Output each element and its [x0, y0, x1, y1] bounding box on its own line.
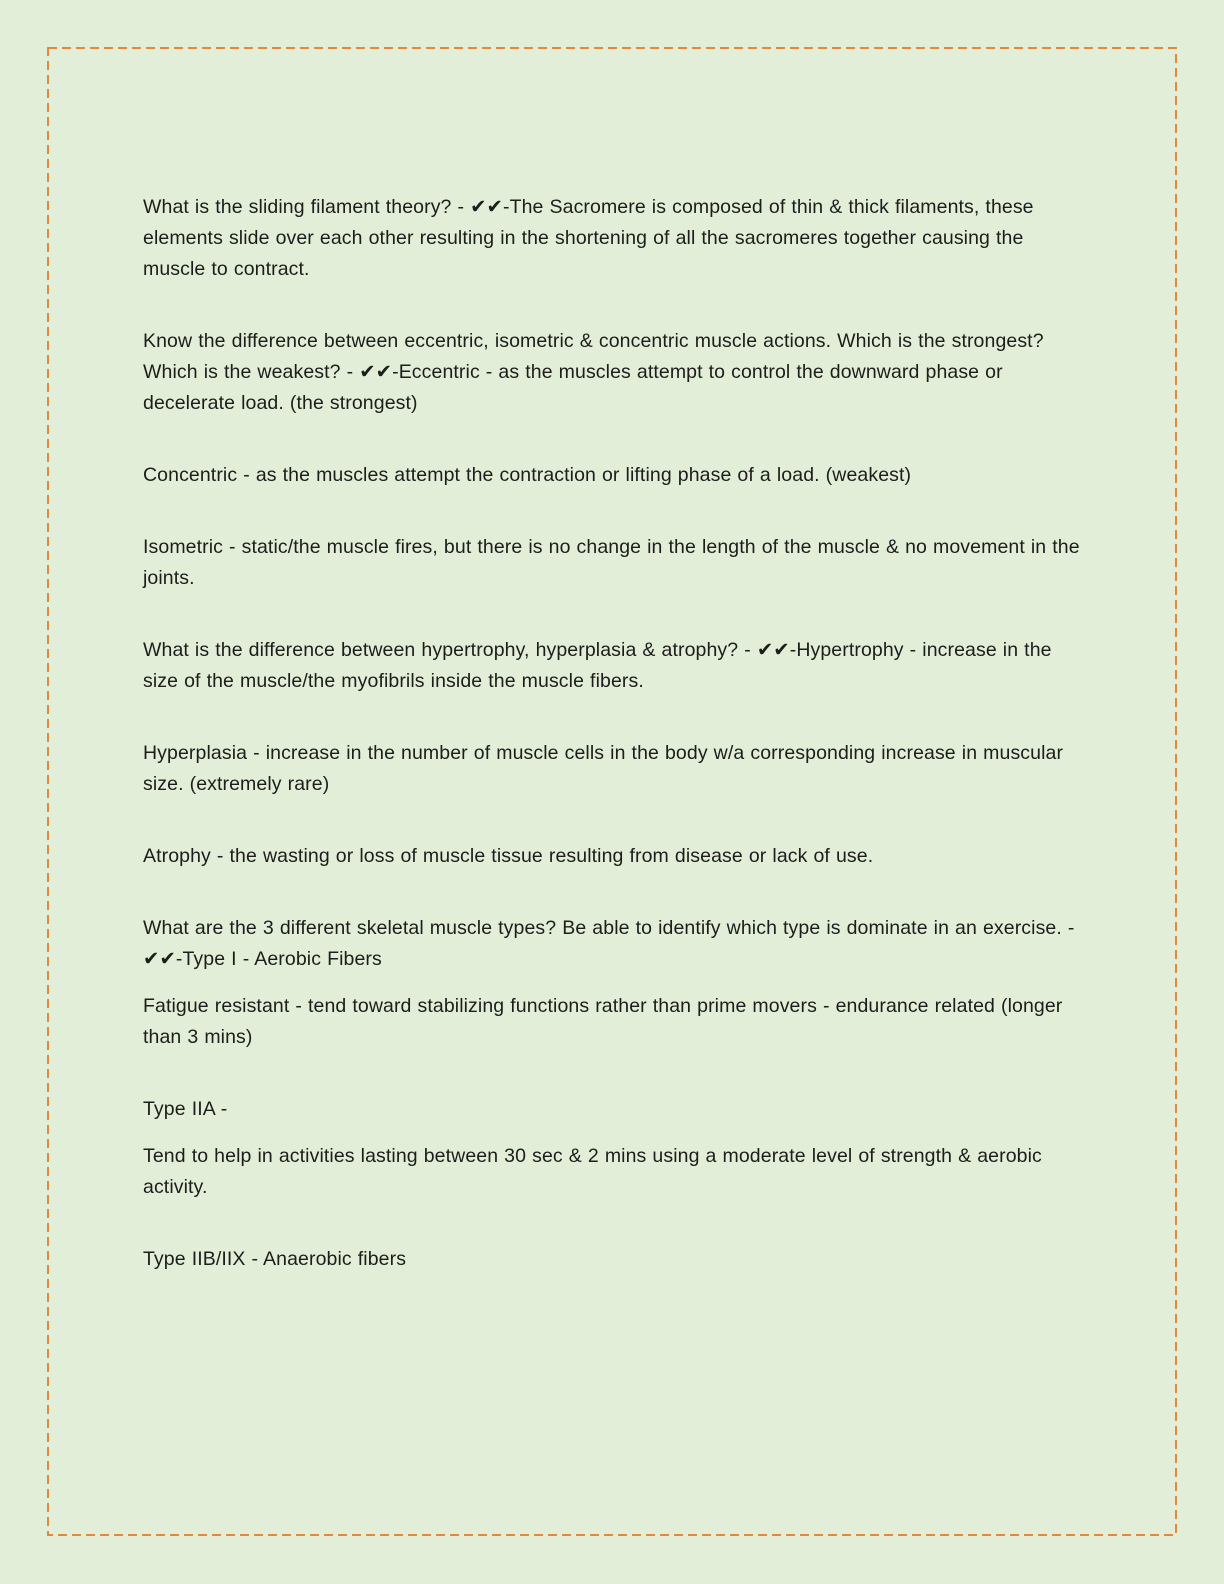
qa-section: [143, 738, 1081, 800]
paragraph: What is the sliding filament theory? - ✔✔-The Sacromere is composed of thin & thick filaments, these elements slide over each other resulting in the shortening of all the sacromeres together causing the muscle to contract.: [143, 196, 1034, 280]
paragraph: Concentric - as the muscles attempt the contraction or lifting phase of a load. (weakest): [143, 464, 912, 486]
paragraph: Fatigue resistant - tend toward stabilizing functions rather than prime movers - endurance related (longer than 3 mins): [143, 995, 1063, 1048]
qa-section: [143, 1094, 1081, 1203]
paragraph: Tend to help in activities lasting between 30 sec & 2 mins using a moderate level of strength & aerobic activity.: [143, 1145, 1042, 1198]
qa-section: [143, 532, 1081, 594]
qa-section: [143, 460, 1081, 491]
document-body: [143, 192, 1081, 1316]
paragraph: Hyperplasia - increase in the number of muscle cells in the body w/a corresponding increase in muscular size. (extremely rare): [143, 742, 1064, 795]
qa-section: [143, 192, 1081, 285]
paragraph: Know the difference between eccentric, isometric & concentric muscle actions. Which is the strongest? Which is the weakest? - ✔✔-Eccentric - as the muscles attempt to control the downward phase or decelerate load. (the strongest): [143, 330, 1044, 414]
paragraph: Type IIB/IIX - Anaerobic fibers: [143, 1248, 407, 1270]
paragraph: What are the 3 different skeletal muscle types? Be able to identify which type is dominate in an exercise. - ✔✔-Type I - Aerobic Fibers: [143, 917, 1075, 970]
qa-section: [143, 841, 1081, 872]
qa-section: [143, 1244, 1081, 1275]
qa-section: [143, 635, 1081, 697]
qa-section: [143, 326, 1081, 419]
qa-section: [143, 913, 1081, 1053]
paragraph: Atrophy - the wasting or loss of muscle tissue resulting from disease or lack of use.: [143, 845, 874, 867]
paragraph: What is the difference between hypertrophy, hyperplasia & atrophy? - ✔✔-Hypertrophy - increase in the size of the muscle/the myofibrils inside the muscle fibers.: [143, 639, 1052, 692]
paragraph: Isometric - static/the muscle fires, but there is no change in the length of the muscle & no movement in the joints.: [143, 536, 1080, 589]
paragraph: Type IIA -: [143, 1098, 228, 1120]
